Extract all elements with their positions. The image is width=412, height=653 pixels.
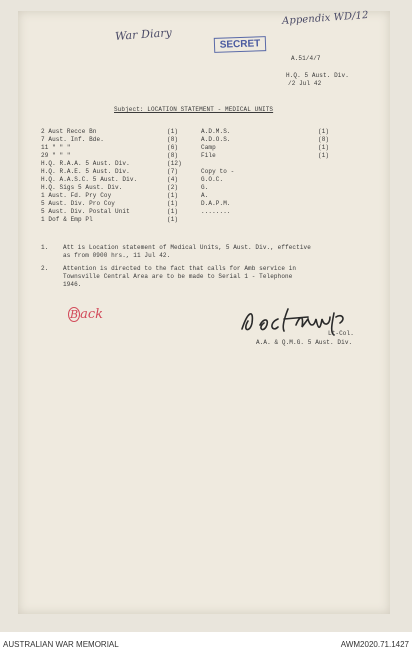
distribution-unit: A.D.M.S. (201, 128, 231, 135)
signature-rank: Lt-Col. (328, 330, 354, 337)
distribution-copies: (1) (318, 144, 330, 151)
paragraph-line: Att is Location statement of Medical Units, 5 Aust. Div., effective (63, 244, 311, 251)
distribution-unit: 2 Aust Recce Bn (41, 128, 97, 135)
footer-accession-number: AWM2020.71.1427 (340, 640, 409, 649)
distribution-unit: Camp (201, 144, 216, 151)
paragraph-number: 2. (41, 265, 49, 272)
signature-title: A.A. & Q.M.G. 5 Aust. Div. (256, 339, 353, 346)
footer-institution: AUSTRALIAN WAR MEMORIAL (3, 640, 119, 649)
distribution-copies: (8) (167, 152, 179, 159)
subject-line: Subject: LOCATION STATEMENT - MEDICAL UNITS (114, 106, 274, 113)
paragraph-line: as from 0900 hrs., 11 Jul 42. (63, 252, 171, 259)
distribution-unit: 7 Aust. Inf. Bde. (41, 136, 104, 143)
distribution-copies: (12) (167, 160, 182, 167)
distribution-copies: (4) (167, 176, 179, 183)
distribution-copies: (2) (167, 184, 179, 191)
distribution-unit: ........ (201, 208, 231, 215)
red-back-mark: B ack (70, 307, 104, 322)
distribution-copies: (1) (167, 200, 179, 207)
distribution-copies: (1) (318, 128, 330, 135)
distribution-copies: (1) (167, 208, 179, 215)
reference-number: A.51/4/7 (291, 55, 321, 62)
distribution-unit: G. (201, 184, 209, 191)
distribution-unit: 5 Aust. Div. Postal Unit (41, 208, 130, 215)
distribution-unit: A. (201, 192, 209, 199)
distribution-unit: 1 Dof & Emp Pl (41, 216, 93, 223)
handwritten-war-diary: War Diary (114, 26, 173, 43)
distribution-unit: H.Q. A.A.S.C. 5 Aust. Div. (41, 176, 138, 183)
handwritten-appendix: Appendix WD/12 (281, 9, 369, 28)
paragraph-line: Townsville Central Area are to be made to Serial 1 - Telephone (63, 273, 293, 280)
footer-bar (0, 632, 412, 653)
distribution-copies: (1) (167, 128, 179, 135)
distribution-unit: H.Q. Sigs 5 Aust. Div. (41, 184, 123, 191)
distribution-unit: 11 " " " (41, 144, 71, 151)
originator: H.Q. 5 Aust. Div. (286, 72, 349, 79)
distribution-unit: H.Q. R.A.A. 5 Aust. Div. (41, 160, 130, 167)
paragraph-line: Attention is directed to the fact that calls for Amb service in (63, 265, 297, 272)
distribution-unit: 1 Aust. Fd. Pry Coy (41, 192, 112, 199)
distribution-unit: A.D.O.S. (201, 136, 231, 143)
distribution-unit: H.Q. R.A.E. 5 Aust. Div. (41, 168, 130, 175)
distribution-copies: (1) (167, 192, 179, 199)
signature-image (238, 305, 378, 337)
distribution-copies: (8) (167, 136, 179, 143)
paragraph-line: 1946. (63, 281, 82, 288)
distribution-copies: (1) (318, 152, 330, 159)
distribution-unit: D.A.P.M. (201, 200, 231, 207)
distribution-copies: (7) (167, 168, 179, 175)
secret-stamp: SECRET (214, 36, 266, 53)
distribution-copies: (1) (167, 216, 179, 223)
document-date: /2 Jul 42 (288, 80, 322, 87)
distribution-unit: 29 " " " (41, 152, 71, 159)
distribution-copies: (8) (318, 136, 330, 143)
distribution-unit: 5 Aust. Div. Pro Coy (41, 200, 116, 207)
paragraph-number: 1. (41, 244, 49, 251)
distribution-unit: G.O.C. (201, 176, 224, 183)
distribution-copies: (6) (167, 144, 179, 151)
distribution-unit: File (201, 152, 216, 159)
distribution-unit: Copy to - (201, 168, 235, 175)
